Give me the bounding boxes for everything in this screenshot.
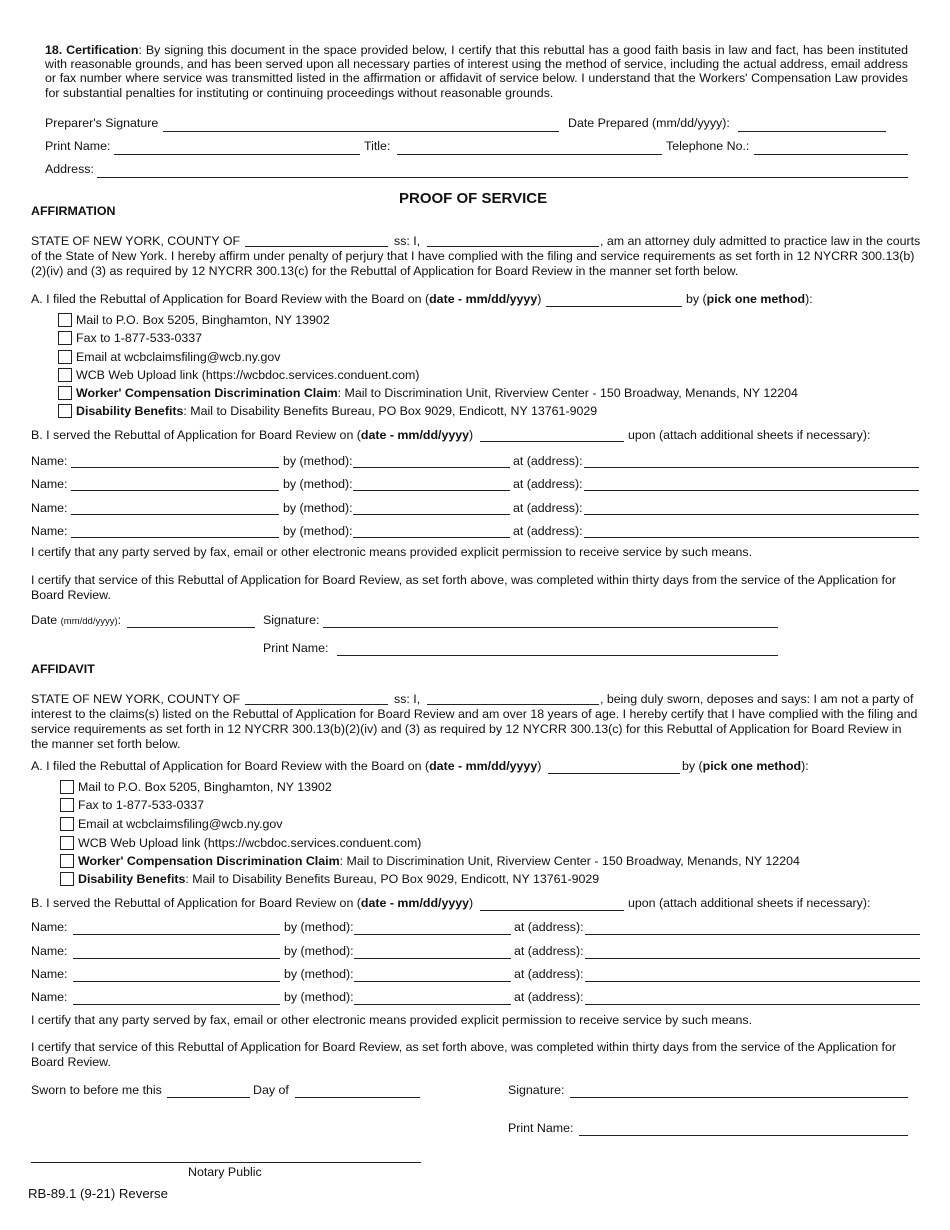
certification-paragraph: [45, 43, 908, 100]
affirmation-pick-method-label: by (pick one method):: [686, 292, 813, 306]
service-method-label: by (method):: [283, 477, 353, 491]
service-address-label: at (address):: [514, 944, 584, 958]
certification-heading: 18. Certification: [45, 43, 139, 57]
affirmation-filed-statement: A. I filed the Rebuttal of Application for Board Review with the Board on (date - mm/dd/yyyy): [31, 292, 542, 306]
sworn-day-field[interactable]: [167, 1097, 250, 1098]
service-name-field[interactable]: [71, 537, 279, 538]
service-method-field[interactable]: [354, 934, 511, 935]
affirmation-print-name-label: Print Name:: [263, 641, 329, 655]
affidavit-heading: AFFIDAVIT: [31, 662, 95, 676]
telephone-field[interactable]: [754, 154, 908, 155]
affidavit-intro-line3: service requirements as set forth in 12 NYCRR 300.13(b)(2)(iv) and (3) as required by 12 NYCRR 300.13(c) for this Rebuttal of Application for Board Review in: [31, 722, 902, 736]
preparer-signature-label: Preparer's Signature: [45, 116, 159, 130]
service-name-field[interactable]: [71, 514, 279, 515]
affidavit-print-name-label: Print Name:: [508, 1121, 574, 1135]
service-name-label: Name:: [31, 990, 68, 1004]
affidavit-signature-label: Signature:: [508, 1083, 565, 1097]
service-address-label: at (address):: [514, 967, 584, 981]
affirmation-intro-rest: , am an attorney duly admitted to practice law in the courts: [600, 234, 921, 248]
service-method-label: by (method):: [284, 990, 354, 1004]
affirmation-heading: AFFIRMATION: [31, 204, 116, 218]
affidavit-signature-field[interactable]: [570, 1097, 908, 1098]
preparer-signature-field[interactable]: [163, 131, 559, 132]
affidavit-method-mail-checkbox[interactable]: [60, 780, 74, 794]
affidavit-deponent-name-field[interactable]: [427, 704, 599, 705]
affidavit-method-email-label: Email at wcbclaimsfiling@wcb.ny.gov: [78, 817, 283, 831]
service-name-field[interactable]: [71, 490, 279, 491]
form-footer: RB-89.1 (9-21) Reverse: [28, 1186, 168, 1201]
affirmation-method-email-checkbox[interactable]: [58, 350, 72, 364]
affirmation-method-disability-checkbox[interactable]: [58, 404, 72, 418]
affirmation-method-fax-label: Fax to 1-877-533-0337: [76, 331, 203, 345]
service-address-field[interactable]: [585, 981, 920, 982]
notary-signature-field[interactable]: [31, 1162, 421, 1163]
service-method-field[interactable]: [353, 514, 510, 515]
sworn-label: Sworn to before me this: [31, 1083, 162, 1097]
affidavit-method-web-upload-checkbox[interactable]: [60, 836, 74, 850]
address-label: Address:: [45, 162, 94, 176]
service-name-field[interactable]: [71, 467, 279, 468]
service-method-field[interactable]: [353, 490, 510, 491]
affidavit-method-discrimination-checkbox[interactable]: [60, 854, 74, 868]
proof-of-service-title: PROOF OF SERVICE: [399, 190, 548, 207]
service-name-field[interactable]: [73, 958, 280, 959]
service-address-field[interactable]: [584, 467, 919, 468]
title-field[interactable]: [397, 154, 662, 155]
affirmation-county-label: STATE OF NEW YORK, COUNTY OF: [31, 234, 241, 248]
affirmation-upon-label: upon (attach additional sheets if necessary):: [628, 428, 871, 442]
affirmation-method-email-label: Email at wcbclaimsfiling@wcb.ny.gov: [76, 350, 281, 364]
affidavit-method-fax-label: Fax to 1-877-533-0337: [78, 798, 205, 812]
service-name-label: Name:: [31, 524, 68, 538]
affirmation-print-name-field[interactable]: [337, 655, 778, 656]
service-address-label: at (address):: [513, 501, 583, 515]
affirmation-intro-line3: (2)(iv) and (3) as required by 12 NYCRR 300.13(c) for the Rebuttal of Application for Board Review in the manner set forth below.: [31, 264, 739, 278]
service-address-label: at (address):: [513, 454, 583, 468]
service-address-field[interactable]: [585, 1004, 920, 1005]
affidavit-pick-method-label: by (pick one method):: [682, 759, 809, 773]
affidavit-print-name-field[interactable]: [579, 1135, 908, 1136]
telephone-label: Telephone No.:: [666, 139, 750, 153]
affirmation-method-mail-label: Mail to P.O. Box 5205, Binghamton, NY 13902: [76, 313, 330, 327]
service-address-field[interactable]: [584, 514, 919, 515]
affidavit-method-fax-checkbox[interactable]: [60, 798, 74, 812]
service-method-label: by (method):: [283, 524, 353, 538]
affirmation-method-web-upload-checkbox[interactable]: [58, 368, 72, 382]
affidavit-served-date-field[interactable]: [480, 910, 624, 911]
service-address-label: at (address):: [514, 920, 584, 934]
date-prepared-field[interactable]: [738, 131, 886, 132]
date-prepared-label: Date Prepared (mm/dd/yyyy):: [568, 116, 730, 130]
affirmation-certify-electronic: I certify that any party served by fax, email or other electronic means provided explicit permission to receive service by such means.: [31, 545, 753, 559]
affirmation-signature-label: Signature:: [263, 613, 320, 627]
service-method-field[interactable]: [354, 981, 511, 982]
affirmation-date-label: Date (mm/dd/yyyy):: [31, 613, 122, 627]
service-name-field[interactable]: [73, 1004, 280, 1005]
service-method-label: by (method):: [284, 944, 354, 958]
service-name-field[interactable]: [73, 981, 280, 982]
print-name-field[interactable]: [114, 154, 360, 155]
affidavit-method-discrimination-label: Worker' Compensation Discrimination Claim: Mail to Discrimination Unit, Riverview Center - 150 Broadway, Menands, NY 12204: [78, 854, 800, 868]
service-method-field[interactable]: [354, 958, 511, 959]
sworn-month-field[interactable]: [295, 1097, 420, 1098]
affirmation-method-fax-checkbox[interactable]: [58, 331, 72, 345]
affidavit-method-email-checkbox[interactable]: [60, 817, 74, 831]
affidavit-method-disability-checkbox[interactable]: [60, 872, 74, 886]
service-method-label: by (method):: [283, 454, 353, 468]
affidavit-upon-label: upon (attach additional sheets if necessary):: [628, 896, 871, 910]
service-method-label: by (method):: [284, 967, 354, 981]
print-name-label: Print Name:: [45, 139, 111, 153]
title-label: Title:: [364, 139, 391, 153]
certification-text: : By signing this document in the space provided below, I certify that this rebuttal has a good faith basis in law and fact, has been instituted with reasonable grounds, and has been served upon all necessary parties of interest using the method of service, including the actual address, email address or fax number where service was transmitted listed in the affirmation or affidavit of service below. I understand that the Workers' Compensation Law provides for substantial penalties for instituting or continuing proceedings without reasonable grounds.: [45, 43, 908, 100]
affirmation-ss-label: ss: I,: [394, 234, 421, 248]
service-method-field[interactable]: [354, 1004, 511, 1005]
notary-public-label: Notary Public: [188, 1165, 262, 1179]
affirmation-method-disability-label: Disability Benefits: Mail to Disability Benefits Bureau, PO Box 9029, Endicott, NY 13761-9029: [76, 404, 598, 418]
service-address-field[interactable]: [584, 537, 919, 538]
service-method-label: by (method):: [283, 501, 353, 515]
service-name-label: Name:: [31, 967, 68, 981]
affirmation-method-mail-checkbox[interactable]: [58, 313, 72, 327]
affidavit-method-disability-label: Disability Benefits: Mail to Disability Benefits Bureau, PO Box 9029, Endicott, NY 13761-9029: [78, 872, 600, 886]
affirmation-served-date-field[interactable]: [480, 441, 624, 442]
affidavit-served-statement: B. I served the Rebuttal of Application for Board Review on (date - mm/dd/yyyy): [31, 896, 474, 910]
service-address-field[interactable]: [585, 934, 920, 935]
service-address-field[interactable]: [585, 958, 920, 959]
affirmation-method-discrimination-checkbox[interactable]: [58, 386, 72, 400]
affidavit-intro-line4: the manner set forth below.: [31, 737, 181, 751]
affidavit-method-mail-label: Mail to P.O. Box 5205, Binghamton, NY 13902: [78, 780, 332, 794]
service-address-label: at (address):: [514, 990, 584, 1004]
day-of-label: Day of: [253, 1083, 289, 1097]
service-name-label: Name:: [31, 501, 68, 515]
affirmation-date-field[interactable]: [127, 627, 255, 628]
affirmation-method-web-upload-label: WCB Web Upload link (https://wcbdoc.services.conduent.com): [76, 368, 420, 382]
service-address-label: at (address):: [513, 524, 583, 538]
service-name-field[interactable]: [73, 934, 280, 935]
affirmation-method-discrimination-label: Worker' Compensation Discrimination Claim: Mail to Discrimination Unit, Riverview Center - 150 Broadway, Menands, NY 12204: [76, 386, 798, 400]
service-name-label: Name:: [31, 920, 68, 934]
affidavit-filed-statement: A. I filed the Rebuttal of Application for Board Review with the Board on (date - mm/dd/yyyy): [31, 759, 542, 773]
service-method-label: by (method):: [284, 920, 354, 934]
service-address-field[interactable]: [584, 490, 919, 491]
affidavit-ss-label: ss: I,: [394, 692, 421, 706]
affidavit-intro-line2: interest to the claims(s) listed on the Rebuttal of Application for Board Review and am over 18 years of age. I hereby certify that I have complied with the filing and: [31, 707, 918, 721]
service-name-label: Name:: [31, 454, 68, 468]
service-method-field[interactable]: [353, 537, 510, 538]
address-field[interactable]: [97, 177, 908, 178]
service-address-label: at (address):: [513, 477, 583, 491]
affirmation-attorney-name-field[interactable]: [427, 246, 599, 247]
affidavit-county-label: STATE OF NEW YORK, COUNTY OF: [31, 692, 241, 706]
affirmation-intro-line2: of the State of New York. I hereby affirm under penalty of perjury that I have complied with the filing and service requirements as set forth in 12 NYCRR 300.13(b): [31, 249, 915, 263]
affidavit-method-web-upload-label: WCB Web Upload link (https://wcbdoc.services.conduent.com): [78, 836, 422, 850]
service-method-field[interactable]: [353, 467, 510, 468]
service-name-label: Name:: [31, 944, 68, 958]
affidavit-filed-date-field[interactable]: [548, 773, 680, 774]
service-name-label: Name:: [31, 477, 68, 491]
affidavit-certify-thirty-days: I certify that service of this Rebuttal of Application for Board Review, as set forth above, was completed within thirty days from the service of the Application for Board Review.: [31, 1040, 897, 1069]
affidavit-intro-rest: , being duly sworn, deposes and says: I am not a party of: [600, 692, 914, 706]
affirmation-signature-field[interactable]: [323, 627, 778, 628]
affirmation-filed-date-field[interactable]: [546, 306, 682, 307]
affidavit-county-field[interactable]: [245, 704, 388, 705]
affirmation-certify-thirty-days: I certify that service of this Rebuttal of Application for Board Review, as set forth above, was completed within thirty days from the service of the Application for Board Review.: [31, 573, 897, 602]
affirmation-served-statement: B. I served the Rebuttal of Application for Board Review on (date - mm/dd/yyyy): [31, 428, 474, 442]
affirmation-county-field[interactable]: [245, 246, 388, 247]
affidavit-certify-electronic: I certify that any party served by fax, email or other electronic means provided explicit permission to receive service by such means.: [31, 1013, 753, 1027]
